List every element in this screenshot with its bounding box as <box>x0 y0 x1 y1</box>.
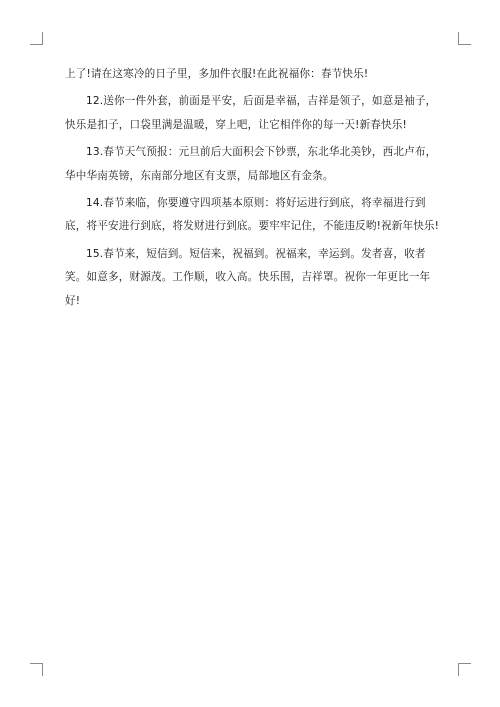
crop-mark-bottom-left <box>30 663 43 676</box>
document-body <box>65 63 441 317</box>
paragraph-continuation: 上了!请在这寒冷的日子里，多加件衣服!在此祝福你：春节快乐! <box>65 68 369 80</box>
crop-mark-top-right <box>458 32 471 45</box>
paragraph-item-14: 14.春节来临，你要遵守四项基本原则：将好运进行到底，将幸福进行到底，将平安进行到底，将发财进行到底。要牢牢记住，不能违反哟!祝新年快乐! <box>65 197 440 233</box>
crop-mark-top-left <box>30 32 43 45</box>
crop-mark-bottom-right <box>458 663 471 676</box>
paragraph-item-13: 13.春节天气预报：元旦前后大面积会下钞票，东北华北美钞，西北卢布，华中华南英镑，东南部分地区有支票，局部地区有金条。 <box>65 146 437 182</box>
paragraph-item-12: 12.送你一件外套，前面是平安，后面是幸福，吉祥是领子，如意是袖子，快乐是扣子，口袋里满是温暖，穿上吧，让它相伴你的每一天!新春快乐! <box>65 95 437 131</box>
paragraph-item-15: 15.春节来，短信到。短信来，祝福到。祝福来，幸运到。发者喜，收者笑。如意多，财源茂。工作顺，收入高。快乐围，吉祥罩。祝你一年更比一年好! <box>65 247 431 307</box>
